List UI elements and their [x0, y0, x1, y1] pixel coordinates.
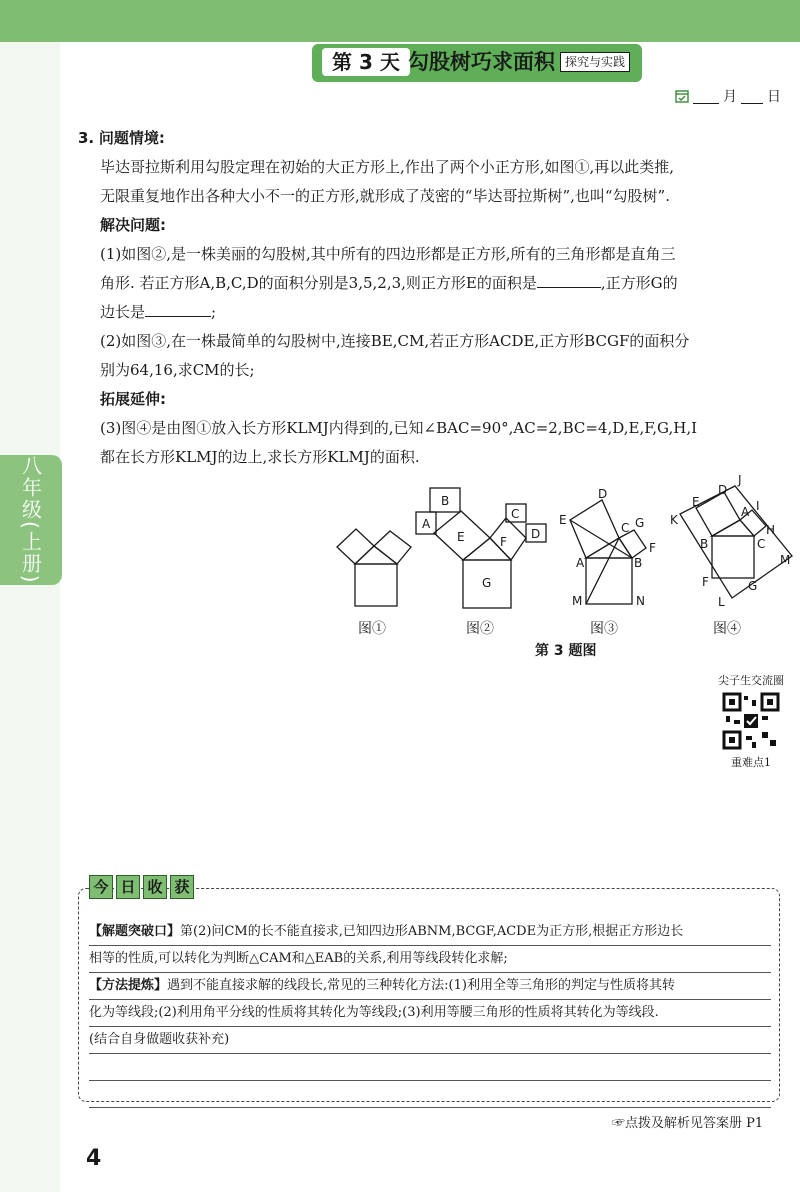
fig4-label: G	[748, 579, 758, 593]
q1-line-2-text: 角形. 若正方形A,B,C,D的面积分别是3,5,2,3,则正方形E的面积是	[100, 274, 537, 292]
q3-line-1: (3)图④是由图①放入长方形KLMJ内得到的,已知∠BAC=90°,AC=2,BC=4,D,E,F,G,H,I	[100, 419, 698, 437]
fig3-label: C	[621, 521, 630, 535]
context-line-1: 毕达哥拉斯利用勾股定理在初始的大正方形上,作出了两个小正方形,如图①,再以此类推,	[100, 158, 675, 176]
day-label-text: 日	[767, 89, 781, 105]
figure-1	[337, 529, 411, 606]
figure-area	[320, 473, 791, 661]
fig4-label: J	[738, 473, 742, 487]
fig2-label: D	[531, 527, 541, 541]
fig4-label: K	[670, 513, 678, 527]
method-text: 遇到不能直接求解的线段长,常见的三种转化方法:(1)利用全等三角形的判定与性质将其转	[167, 978, 675, 993]
fig4-label: C	[757, 537, 766, 551]
fig3-label: E	[559, 513, 567, 527]
qr-top-label: 尖子生交流圈	[718, 674, 784, 687]
figure-title: 第 3 题图	[535, 643, 597, 659]
extend-heading: 拓展延伸:	[100, 390, 166, 408]
figures-svg	[320, 473, 791, 616]
method-line-2: 化为等线段;(2)利用角平分线的性质将其转化为等线段;(3)利用等腰三角形的性质将其转化为等线段.	[89, 1000, 771, 1027]
fig3-label: A	[576, 556, 585, 570]
harvest-title-char: 日	[116, 875, 140, 899]
q1-line-2-end: ,正方形G的	[600, 274, 678, 292]
figure-3-caption: 图③	[590, 621, 618, 637]
harvest-title-char: 收	[143, 875, 167, 899]
fig2-label: C	[511, 507, 520, 521]
breakthrough-line-2: 相等的性质,可以转化为判断△CAM和△EAB的关系,利用等线段转化求解;	[89, 946, 771, 973]
harvest-title	[89, 875, 194, 899]
q2-line-1: (2)如图③,在一株最简单的勾股树中,连接BE,CM,若正方形ACDE,正方形BCGF的面积分	[100, 332, 690, 350]
header-stripe	[0, 0, 800, 42]
month-label: 月	[723, 89, 737, 105]
fig4-label: M	[780, 553, 791, 567]
fig2-label: F	[500, 535, 507, 549]
blank-write-line[interactable]	[89, 1054, 771, 1081]
q1-line-3-text: 边长是	[100, 303, 146, 321]
blank-write-line[interactable]	[89, 1081, 771, 1108]
fig4-label: H	[766, 523, 776, 537]
context-line-2: 无限重复地作出各种大小不一的正方形,就形成了茂密的“毕达哥拉斯树”,也叫“勾股树”.	[100, 187, 670, 205]
breakthrough-line-1	[89, 919, 771, 946]
harvest-title-char: 获	[170, 875, 194, 899]
date-field	[675, 86, 781, 106]
side-g-blank[interactable]	[145, 302, 211, 317]
fig3-label: N	[636, 594, 645, 608]
fig4-label: E	[692, 495, 700, 509]
fig4-label: A	[741, 505, 750, 519]
fig4-label: F	[702, 575, 709, 589]
harvest-body	[89, 919, 771, 1108]
problem-number: 3.	[78, 129, 95, 147]
page-number: 4	[86, 1146, 102, 1171]
fig4-label: I	[756, 499, 760, 513]
answer-reference: ☞点拨及解析见答案册 P1	[612, 1116, 764, 1131]
method-label: 【方法提炼】	[89, 978, 168, 993]
fig3-label: M	[572, 594, 583, 608]
qr-code-icon[interactable]	[722, 692, 780, 750]
figure-1-caption: 图①	[358, 621, 386, 637]
figure-2	[416, 488, 546, 608]
month-blank[interactable]	[693, 89, 719, 104]
fig2-label: B	[441, 494, 450, 508]
page-title: 勾股树巧求面积	[408, 50, 555, 74]
figure-4-caption: 图④	[713, 621, 741, 637]
day-label: 第 3 天	[322, 48, 410, 76]
fig2-label: G	[482, 576, 492, 590]
breakthrough-label: 【解题突破口】	[89, 924, 181, 939]
area-e-blank[interactable]	[537, 273, 601, 288]
grade-side-tab: 八年级(上册)	[0, 455, 62, 585]
qr-block[interactable]	[712, 672, 790, 770]
q1-line-3	[78, 298, 790, 327]
problem-body	[78, 124, 790, 472]
fig4-label: B	[700, 537, 709, 551]
section-tag: 探究与实践	[560, 52, 630, 72]
note-line[interactable]: (结合自身做题收获补充)	[89, 1027, 771, 1054]
q1-line-3-end: ;	[211, 303, 217, 321]
harvest-title-char: 今	[89, 875, 113, 899]
q2-line-2: 别为64,16,求CM的长;	[100, 361, 255, 379]
day-blank[interactable]	[741, 89, 763, 104]
fig3-label: G	[635, 516, 645, 530]
daily-harvest-box	[78, 878, 780, 1102]
figure-3-labels	[559, 487, 656, 608]
fig3-label: D	[598, 487, 608, 501]
calendar-check-icon	[675, 89, 689, 103]
method-line-1	[89, 973, 771, 1000]
fig3-label: F	[649, 541, 656, 555]
left-margin	[0, 42, 60, 1192]
q1-line-1: (1)如图②,是一株美丽的勾股树,其中所有的四边形都是正方形,所有的三角形都是直角三	[100, 245, 676, 263]
solve-heading: 解决问题:	[100, 216, 166, 234]
fig4-label: L	[718, 595, 725, 609]
qr-bottom-label: 重难点1	[731, 756, 771, 769]
q3-line-2: 都在长方形KLMJ的边上,求长方形KLMJ的面积.	[100, 448, 420, 466]
breakthrough-text: 第(2)问CM的长不能直接求,已知四边形ABNM,BCGF,ACDE为正方形,根据正方形边长	[180, 924, 684, 939]
fig4-label: D	[718, 483, 728, 497]
figure-4-labels	[670, 473, 790, 609]
fig3-label: B	[634, 556, 643, 570]
fig2-label: E	[457, 530, 465, 544]
q1-line-2	[78, 269, 790, 298]
figure-2-caption: 图②	[466, 621, 494, 637]
fig2-label: A	[422, 517, 431, 531]
context-heading: 问题情境:	[98, 129, 165, 147]
